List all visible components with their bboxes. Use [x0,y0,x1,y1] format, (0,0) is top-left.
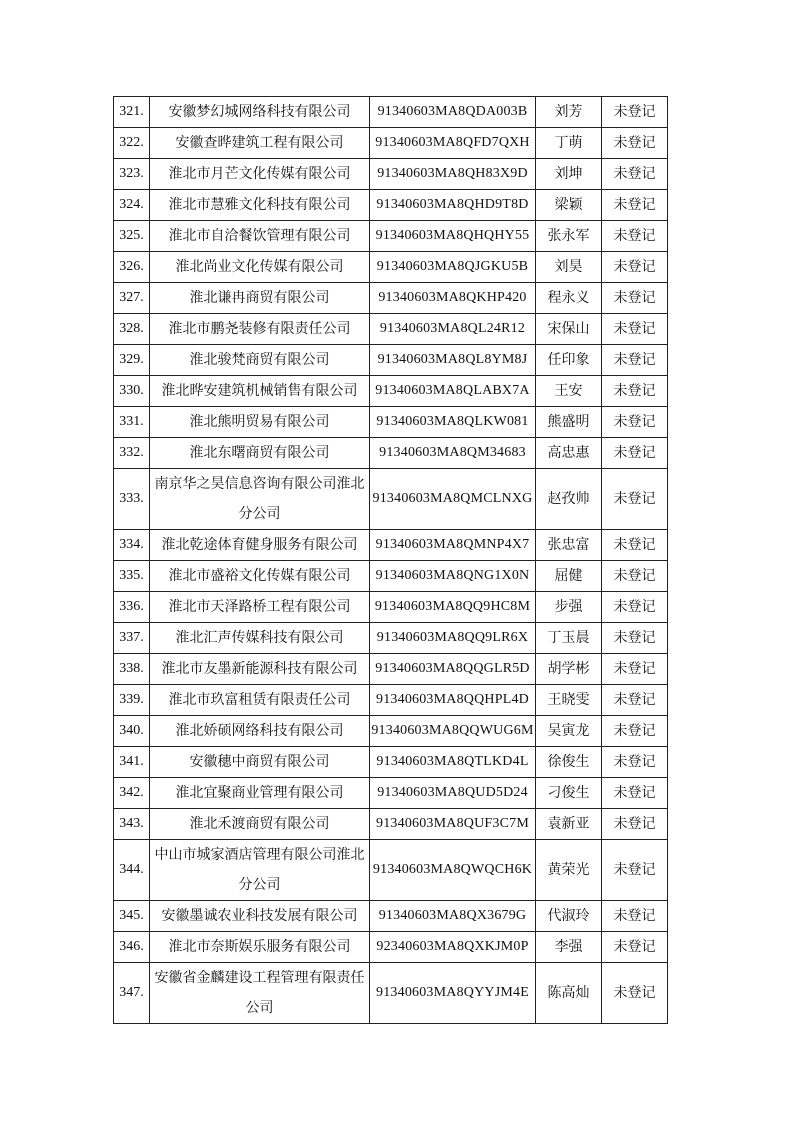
company-name-text: 淮北乾途体育健身服务有限公司 [161,537,358,553]
company-name [150,345,370,376]
registration-status [602,932,668,963]
company-name-text: 安徽省金麟建设工程管理有限责任公司 [154,970,365,1016]
credit-code-text: 91340603MA8QTLKD4L [376,754,529,769]
row-index-text: 333. [119,491,144,506]
registration-status-text: 未登记 [613,816,656,832]
row-index [114,283,150,314]
credit-code [370,221,536,252]
registration-status [602,314,668,345]
row-index [114,716,150,747]
legal-representative-text: 丁萌 [554,135,583,151]
row-index-text: 334. [119,537,144,552]
legal-representative [536,407,602,438]
legal-representative [536,685,602,716]
registration-status-text: 未登记 [613,568,656,584]
registration-status [602,716,668,747]
legal-representative-text: 徐俊生 [547,754,590,770]
table-row [114,159,668,190]
credit-code [370,469,536,530]
legal-representative-text: 刘芳 [554,104,583,120]
credit-code-text: 91340603MA8QJGKU5B [376,259,529,274]
row-index [114,592,150,623]
credit-code-text: 91340603MA8QNG1X0N [375,568,530,583]
legal-representative-text: 袁新亚 [547,816,590,832]
company-name [150,654,370,685]
company-name-text: 淮北市玖富租赁有限责任公司 [168,692,351,708]
table-row [114,345,668,376]
company-name-text: 淮北娇硕网络科技有限公司 [175,723,344,739]
legal-representative-text: 李强 [554,939,583,955]
credit-code-text: 91340603MA8QMNP4X7 [375,537,530,552]
row-index-text: 344. [119,862,144,877]
row-index [114,901,150,932]
registration-status-text: 未登记 [613,166,656,182]
credit-code [370,654,536,685]
registration-status-text: 未登记 [613,939,656,955]
company-name [150,252,370,283]
registration-status [602,283,668,314]
credit-code-text: 91340603MA8QQGLR5D [375,661,530,676]
row-index-text: 335. [119,568,144,583]
registration-status-text: 未登记 [613,908,656,924]
credit-code [370,314,536,345]
credit-code [370,932,536,963]
row-index [114,840,150,901]
registration-status [602,809,668,840]
registration-status-text: 未登记 [613,135,656,151]
row-index [114,314,150,345]
table-row [114,685,668,716]
company-name [150,623,370,654]
company-name [150,407,370,438]
table-row [114,469,668,530]
legal-representative [536,778,602,809]
credit-code [370,190,536,221]
credit-code [370,376,536,407]
row-index [114,963,150,1024]
credit-code-text: 91340603MA8QUF3C7M [376,816,529,831]
row-index [114,932,150,963]
table-row [114,623,668,654]
row-index-text: 329. [119,352,144,367]
legal-representative-text: 黄荣光 [547,862,590,878]
registration-status [602,840,668,901]
company-name-text: 淮北晔安建筑机械销售有限公司 [161,383,358,399]
row-index [114,809,150,840]
legal-representative-text: 步强 [554,599,583,615]
legal-representative [536,345,602,376]
legal-representative [536,840,602,901]
company-name [150,778,370,809]
registration-status-text: 未登记 [613,692,656,708]
credit-code-text: 91340603MA8QQHPL4D [376,692,529,707]
credit-code-text: 91340603MA8QWQCH6K [372,862,533,877]
row-index-text: 338. [119,661,144,676]
registration-status [602,654,668,685]
company-name [150,283,370,314]
company-name-text: 淮北市盛裕文化传媒有限公司 [168,568,351,584]
registration-status-text: 未登记 [613,491,656,507]
registration-status-text: 未登记 [613,537,656,553]
row-index [114,654,150,685]
credit-code-text: 91340603MA8QFD7QXH [375,135,530,150]
registration-status-text: 未登记 [613,862,656,878]
row-index [114,128,150,159]
row-index-text: 347. [119,985,144,1000]
legal-representative-text: 胡学彬 [547,661,590,677]
table-row [114,283,668,314]
credit-code [370,283,536,314]
credit-code-text: 91340603MA8QHQHY55 [375,228,530,243]
legal-representative-text: 刁俊生 [547,785,590,801]
registration-status [602,221,668,252]
credit-code-text: 91340603MA8QQ9HC8M [374,599,531,614]
row-index [114,221,150,252]
registration-status-text: 未登记 [613,383,656,399]
row-index-text: 341. [119,754,144,769]
company-name [150,592,370,623]
row-index-text: 336. [119,599,144,614]
company-name-text: 安徽穗中商贸有限公司 [189,754,330,770]
row-index [114,561,150,592]
credit-code [370,252,536,283]
company-name-text: 淮北市自洽餐饮管理有限公司 [168,228,351,244]
registration-status-text: 未登记 [613,352,656,368]
company-name-text: 安徽查晔建筑工程有限公司 [175,135,344,151]
legal-representative [536,97,602,128]
company-name [150,561,370,592]
registration-status-text: 未登记 [613,985,656,1001]
company-name [150,747,370,778]
legal-representative-text: 代淑玲 [547,908,590,924]
registration-status-text: 未登记 [613,445,656,461]
table-row [114,97,668,128]
legal-representative [536,901,602,932]
company-name [150,932,370,963]
table-row [114,809,668,840]
registration-status [602,901,668,932]
registration-status [602,469,668,530]
legal-representative [536,438,602,469]
credit-code [370,840,536,901]
table-row [114,654,668,685]
company-name-text: 淮北熊明贸易有限公司 [189,414,330,430]
company-name-text: 淮北禾渡商贸有限公司 [189,816,330,832]
table-row [114,963,668,1024]
legal-representative [536,561,602,592]
row-index [114,685,150,716]
registration-status-text: 未登记 [613,197,656,213]
legal-representative [536,252,602,283]
row-index-text: 340. [119,723,144,738]
row-index-text: 325. [119,228,144,243]
company-name-text: 南京华之昊信息咨询有限公司淮北分公司 [154,476,365,522]
table-row [114,407,668,438]
legal-representative [536,314,602,345]
table-row [114,592,668,623]
credit-code [370,623,536,654]
registration-status [602,128,668,159]
credit-code-text: 91340603MA8QKHP420 [378,290,527,305]
registration-status [602,747,668,778]
row-index-text: 326. [119,259,144,274]
legal-representative [536,530,602,561]
row-index [114,97,150,128]
legal-representative [536,128,602,159]
row-index [114,376,150,407]
legal-representative-text: 张永军 [547,228,590,244]
credit-code-text: 91340603MA8QLABX7A [375,383,530,398]
credit-code-text: 91340603MA8QH83X9D [377,166,528,181]
legal-representative-text: 陈高灿 [547,985,590,1001]
credit-code [370,561,536,592]
credit-code-text: 91340603MA8QQWUG6M [371,723,534,738]
credit-code [370,685,536,716]
registration-status-text: 未登记 [613,290,656,306]
table-row [114,438,668,469]
credit-code [370,592,536,623]
table-row [114,932,668,963]
company-name-text: 淮北市慧雅文化科技有限公司 [168,197,351,213]
legal-representative [536,159,602,190]
credit-code [370,963,536,1024]
company-name [150,97,370,128]
company-name-text: 安徽梦幻城网络科技有限公司 [168,104,351,120]
table-row [114,190,668,221]
registration-status-text: 未登记 [613,630,656,646]
legal-representative [536,190,602,221]
registration-status-text: 未登记 [613,785,656,801]
registration-status-text: 未登记 [613,599,656,615]
credit-code-text: 91340603MA8QLKW081 [376,414,529,429]
legal-representative-text: 刘昊 [554,259,583,275]
company-name [150,716,370,747]
registration-status [602,159,668,190]
legal-representative-text: 宋保山 [547,321,590,337]
legal-representative-text: 高忠惠 [547,445,590,461]
legal-representative-text: 刘坤 [554,166,583,182]
company-name [150,469,370,530]
company-name-text: 淮北尚业文化传媒有限公司 [175,259,344,275]
registration-status [602,190,668,221]
row-index [114,438,150,469]
registration-status [602,407,668,438]
table-row [114,376,668,407]
legal-representative [536,221,602,252]
row-index-text: 324. [119,197,144,212]
company-name [150,530,370,561]
credit-code [370,407,536,438]
company-name [150,190,370,221]
row-index-text: 328. [119,321,144,336]
credit-code-text: 91340603MA8QHD9T8D [376,197,529,212]
credit-code-text: 91340603MA8QUD5D24 [377,785,528,800]
legal-representative-text: 梁颖 [554,197,583,213]
company-name-text: 淮北东曙商贸有限公司 [189,445,330,461]
registration-status-text: 未登记 [613,228,656,244]
company-name-text: 淮北谦冉商贸有限公司 [189,290,330,306]
registration-status-text: 未登记 [613,414,656,430]
credit-code [370,530,536,561]
registration-status [602,963,668,1024]
row-index-text: 337. [119,630,144,645]
legal-representative-text: 张忠富 [547,537,590,553]
table-row [114,221,668,252]
credit-code [370,97,536,128]
credit-code-text: 92340603MA8QXKJM0P [376,939,529,954]
credit-code [370,438,536,469]
row-index-text: 339. [119,692,144,707]
company-name [150,438,370,469]
registration-status [602,592,668,623]
credit-code-text: 91340603MA8QM34683 [379,445,526,460]
row-index-text: 330. [119,383,144,398]
legal-representative [536,932,602,963]
table-row [114,840,668,901]
registration-status [602,623,668,654]
credit-code [370,809,536,840]
legal-representative [536,747,602,778]
credit-code-text: 91340603MA8QMCLNXG [372,491,533,506]
company-name-text: 淮北汇声传媒科技有限公司 [175,630,344,646]
company-name-text: 淮北市友墨新能源科技有限公司 [161,661,358,677]
company-name [150,963,370,1024]
registration-status [602,561,668,592]
credit-code-text: 91340603MA8QYYJM4E [376,985,529,1000]
registration-status [602,530,668,561]
legal-representative-text: 程永义 [547,290,590,306]
credit-code [370,901,536,932]
company-name [150,901,370,932]
company-name-text: 淮北市月芒文化传媒有限公司 [168,166,351,182]
row-index [114,159,150,190]
table-row [114,314,668,345]
table-row [114,716,668,747]
table-row [114,561,668,592]
row-index-text: 346. [119,939,144,954]
credit-code [370,716,536,747]
legal-representative [536,592,602,623]
legal-representative [536,654,602,685]
row-index-text: 321. [119,104,144,119]
row-index-text: 332. [119,445,144,460]
registration-status [602,438,668,469]
row-index [114,778,150,809]
registration-status-text: 未登记 [613,661,656,677]
registration-status-text: 未登记 [613,754,656,770]
credit-code-text: 91340603MA8QDA003B [377,104,528,119]
company-name-text: 淮北市奈斯娱乐服务有限公司 [168,939,351,955]
legal-representative-text: 王安 [554,383,583,399]
row-index-text: 345. [119,908,144,923]
legal-representative [536,963,602,1024]
row-index [114,469,150,530]
table-row [114,252,668,283]
company-name [150,221,370,252]
company-name-text: 淮北宜聚商业管理有限公司 [175,785,344,801]
registration-status [602,97,668,128]
row-index [114,530,150,561]
table-row [114,128,668,159]
row-index [114,623,150,654]
company-name-text: 安徽墨诚农业科技发展有限公司 [161,908,358,924]
row-index [114,747,150,778]
credit-code-text: 91340603MA8QL8YM8J [377,352,528,367]
company-name-text: 淮北市鹏尧装修有限责任公司 [168,321,351,337]
table-row [114,901,668,932]
legal-representative [536,376,602,407]
credit-code-text: 91340603MA8QX3679G [378,908,527,923]
legal-representative-text: 屈健 [554,568,583,584]
row-index [114,190,150,221]
row-index-text: 323. [119,166,144,181]
credit-code [370,345,536,376]
company-name-text: 淮北市天泽路桥工程有限公司 [168,599,351,615]
legal-representative-text: 丁玉晨 [547,630,590,646]
company-name [150,809,370,840]
credit-code [370,159,536,190]
credit-code-text: 91340603MA8QQ9LR6X [376,630,529,645]
registry-table-body [114,97,668,1024]
row-index-text: 322. [119,135,144,150]
legal-representative-text: 王晓雯 [547,692,590,708]
legal-representative [536,716,602,747]
company-name [150,376,370,407]
row-index-text: 342. [119,785,144,800]
row-index-text: 343. [119,816,144,831]
company-name [150,840,370,901]
company-name-text: 淮北骏梵商贸有限公司 [189,352,330,368]
row-index [114,407,150,438]
row-index [114,345,150,376]
company-name-text: 中山市城家酒店管理有限公司淮北分公司 [154,847,365,893]
registration-status [602,345,668,376]
row-index [114,252,150,283]
credit-code [370,778,536,809]
company-name [150,685,370,716]
registration-status-text: 未登记 [613,259,656,275]
company-name [150,128,370,159]
legal-representative [536,623,602,654]
legal-representative [536,809,602,840]
registration-status-text: 未登记 [613,321,656,337]
registration-status [602,685,668,716]
registration-status-text: 未登记 [613,104,656,120]
table-row [114,530,668,561]
credit-code [370,128,536,159]
credit-code [370,747,536,778]
registration-status [602,376,668,407]
registration-status [602,778,668,809]
legal-representative [536,469,602,530]
table-row [114,778,668,809]
legal-representative-text: 赵孜帅 [547,491,590,507]
registry-table [113,96,668,1024]
registration-status-text: 未登记 [613,723,656,739]
legal-representative-text: 吴寅龙 [547,723,590,739]
table-row [114,747,668,778]
registration-status [602,252,668,283]
legal-representative-text: 熊盛明 [547,414,590,430]
credit-code-text: 91340603MA8QL24R12 [379,321,526,336]
legal-representative-text: 任印象 [547,352,590,368]
company-name [150,159,370,190]
row-index-text: 331. [119,414,144,429]
company-name [150,314,370,345]
row-index-text: 327. [119,290,144,305]
legal-representative [536,283,602,314]
